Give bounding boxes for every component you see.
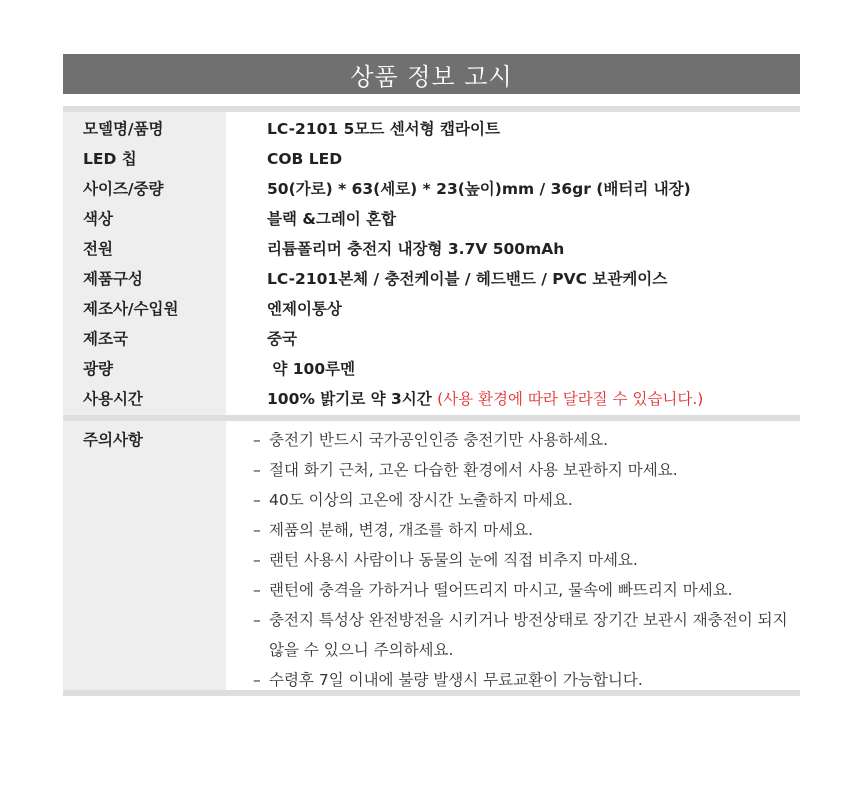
spec-label: 광량 <box>83 360 113 378</box>
dash-bullet: – <box>253 671 261 689</box>
caution-item <box>253 425 793 455</box>
caution-text: 충전기 반드시 국가공인인증 충전기만 사용하세요. <box>269 431 609 449</box>
caution-text: 제품의 분해, 변경, 개조를 하지 마세요. <box>269 521 534 539</box>
spec-row-size-weight <box>63 174 800 204</box>
spec-value: 엔제이통상 <box>267 300 342 318</box>
caution-item <box>253 515 793 545</box>
caution-text: 수령후 7일 이내에 불량 발생시 무료교환이 가능합니다. <box>269 671 643 689</box>
spec-label: 모델명/품명 <box>83 120 164 138</box>
spec-value: 100% 밝기로 약 3시간 <box>267 390 438 408</box>
spec-value-group <box>267 384 703 414</box>
dash-bullet: – <box>253 491 261 509</box>
caution-label: 주의사항 <box>83 431 143 449</box>
spec-row-color <box>63 204 800 234</box>
spec-label: 색상 <box>83 210 113 228</box>
spec-value: LC-2101본체 / 충전케이블 / 헤드밴드 / PVC 보관케이스 <box>267 270 668 288</box>
spec-value: 블랙 &그레이 혼합 <box>267 210 397 228</box>
spec-row-usage-time <box>63 384 800 414</box>
spec-value: LC-2101 5모드 센서형 캡라이트 <box>267 120 500 138</box>
spec-row-model <box>63 114 800 144</box>
caution-text: 랜턴 사용시 사람이나 동물의 눈에 직접 비추지 마세요. <box>269 551 638 569</box>
spec-row-components <box>63 264 800 294</box>
spec-value: 리튬폴리머 충전지 내장형 3.7V 500mAh <box>267 240 565 258</box>
spec-label: 제조사/수입원 <box>83 300 179 318</box>
dash-bullet: – <box>253 521 261 539</box>
spec-label: 제조국 <box>83 330 128 348</box>
caution-item <box>253 605 793 665</box>
dash-bullet: – <box>253 581 261 599</box>
spec-label: 사이즈/중량 <box>83 180 164 198</box>
page-title: 상품 정보 고시 <box>63 54 800 94</box>
dash-bullet: – <box>253 431 261 449</box>
spec-row-brightness <box>63 354 800 384</box>
caution-list <box>253 425 793 695</box>
spec-row-country <box>63 324 800 354</box>
usage-note: (사용 환경에 따라 달라질 수 있습니다.) <box>437 390 704 408</box>
caution-text: 절대 화기 근처, 고온 다습한 환경에서 사용 보관하지 마세요. <box>269 461 678 479</box>
caution-item <box>253 485 793 515</box>
spec-label: 사용시간 <box>83 390 143 408</box>
caution-item <box>253 455 793 485</box>
caution-label-column <box>63 421 226 690</box>
caution-section <box>63 421 800 690</box>
spec-table <box>63 112 800 415</box>
caution-item <box>253 545 793 575</box>
spec-row-led-chip <box>63 144 800 174</box>
spec-value: 중국 <box>267 330 297 348</box>
caution-text: 충전지 특성상 완전방전을 시키거나 방전상태로 장기간 보관시 재충전이 되지 않을 수 있으니 주의하세요. <box>269 611 788 659</box>
spec-value: COB LED <box>267 150 343 168</box>
divider-bottom <box>63 690 800 696</box>
spec-label: 제품구성 <box>83 270 143 288</box>
spec-row-manufacturer <box>63 294 800 324</box>
caution-text: 40도 이상의 고온에 장시간 노출하지 마세요. <box>269 491 573 509</box>
spec-label: LED 칩 <box>83 150 137 168</box>
caution-text: 랜턴에 충격을 가하거나 떨어뜨리지 마시고, 물속에 빠뜨리지 마세요. <box>269 581 733 599</box>
dash-bullet: – <box>253 551 261 569</box>
caution-item <box>253 575 793 605</box>
dash-bullet: – <box>253 461 261 479</box>
spec-value: 50(가로) * 63(세로) * 23(높이)mm / 36gr (배터리 내장) <box>267 180 691 198</box>
dash-bullet: – <box>253 611 261 629</box>
spec-value: 약 100루멘 <box>267 360 356 378</box>
spec-label: 전원 <box>83 240 113 258</box>
spec-row-power <box>63 234 800 264</box>
